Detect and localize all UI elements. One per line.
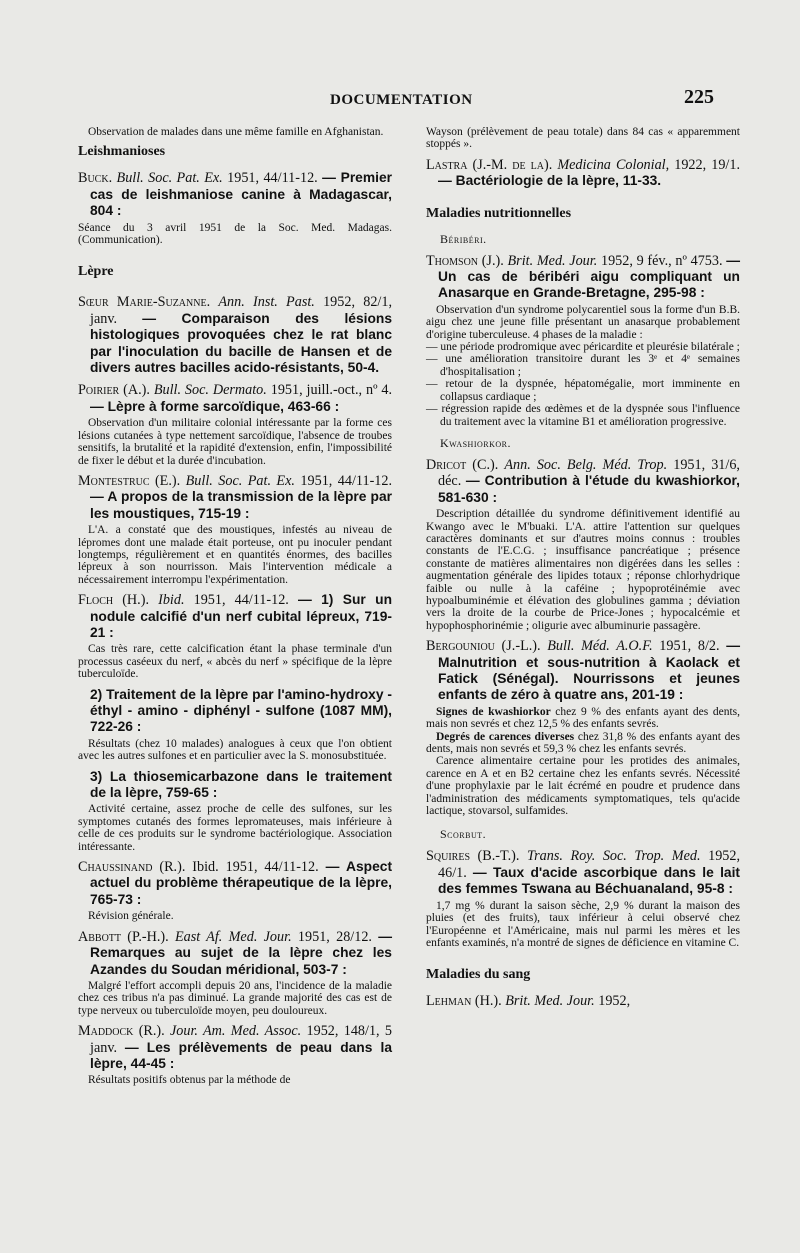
abstract: Observation d'un syndrome polycarentiel sous la forme d'un B.B. aigu chez une jeune fille présentant un anasarque probablement d'origine tuberculeuse. 4 phases de la maladie :	[426, 303, 740, 341]
citation: 1952,	[598, 993, 631, 1010]
abstract: Malgré l'effort accompli depuis 20 ans, l'incidence de la maladie chez ces tribus n'a pas diminué. La grande majorité des cas est de type nerveux ou tuberculoïde moyen, peu douloureux.	[78, 979, 392, 1017]
author: Dricot (C.).	[426, 456, 499, 473]
bullet-item: — une période prodromique avec péricardite et pleurésie bilatérale ;	[426, 341, 740, 354]
article-title: — Malnutrition et sous-nutrition à Kaolack et Fatick (Sénégal). Nourrissons et jeunes enfants de zéro à quatre ans, 201-19 :	[438, 638, 740, 703]
author: Squires (B.-T.).	[426, 848, 520, 865]
section-heading: Maladies nutritionnelles	[426, 205, 572, 221]
abstract: Observation d'un militaire colonial intéressante par la forme ces lésions cutanées à type nettement sarcoïdique, l'absence de troubes sensitifs, la brutalité et la rapidité d'extension, enfin, l'impossibilité de fixer le début et la durée d'incubation.	[78, 417, 392, 467]
sub-entry-title: 3) La thiosemicarbazone dans le traitement de la lèpre, 759-65 :	[90, 768, 392, 801]
abstract: Description détaillée du syndrome définitivement identifié au Kwango avec le M'buaki. L'A. attire l'attention sur quelques caractères dominants et sur d'autres moins connus : troubles constants de l'E.C.G. ; insuffisance pancréatique ; présence constante de matières alimentaires non digérées dans les selles : augmentation générale des lipides totaux ; réponse chlorhydrique faible ou nulle à la caféine ; hypoprotéinémie avec hypoalbuminémie et élévation des globulines gamma ; déviation vers la droite de la courbe de Price-Jones ; hypocalcémie et hypophosphorinémie ; oligurie avec albuminurie passagère.	[426, 508, 740, 632]
running-title: DOCUMENTATION	[330, 92, 473, 108]
left-column	[78, 126, 392, 1093]
citation: 1951, juill.-oct., nº 4.	[270, 382, 393, 399]
abstract: Activité certaine, assez proche de celle des sulfones, sur les symptomes cutanés des formes lepromateuses, mais inférieure à celle de ces produits sur le syndrome bactériologique. Association intéressante.	[78, 803, 392, 853]
reference-entry	[78, 1023, 392, 1072]
author: Poirier (A.).	[78, 382, 150, 399]
citation: 1952, 82/1, janv.	[90, 294, 392, 327]
article-title: — Premier cas de leishmaniose canine à Madagascar, 804 :	[90, 170, 393, 219]
article-title: — Remarques au sujet de la lèpre chez les Azandes du Soudan méridional, 503-7 :	[90, 928, 393, 977]
citation: 1951, 44/11-12.	[225, 859, 319, 876]
citation: 1951, 44/11-12.	[300, 472, 393, 489]
reference-entry	[426, 157, 740, 190]
reference-entry	[426, 253, 740, 302]
reference-entry	[78, 473, 392, 522]
citation: 1952, 9 fév., nº 4753.	[600, 252, 723, 269]
journal: Trans. Roy. Soc. Trop. Med.	[527, 848, 701, 865]
bullet-item: — retour de la dyspnée, hépatomégalie, mort imminente en collapsus cardiaque ;	[426, 378, 740, 403]
journal: Ibid.	[158, 592, 185, 609]
sub-entry-title: 2) Traitement de la lèpre par l'amino-hydroxy - éthyl - amino - diphényl - sulfone (1087 MM), 722-26 :	[90, 686, 392, 735]
abstract: Résultats positifs obtenus par la méthode de	[88, 1074, 291, 1087]
author: Sœur Marie-Suzanne.	[78, 294, 211, 311]
article-title: — Les prélèvements de peau dans la lèpre, 44-45 :	[90, 1039, 392, 1071]
abstract: Résultats (chez 10 malades) analogues à ceux que l'on obtient avec les autres sulfones et en particulier avec la S. monosubstituée.	[78, 737, 392, 763]
section-heading: Maladies du sang	[426, 967, 531, 983]
author: Abbott (P.-H.).	[78, 928, 169, 945]
two-column-body	[78, 126, 778, 1093]
article-title: — Taux d'acide ascorbique dans le lait des femmes Tswana au Béchuanaland, 95-8 :	[438, 864, 740, 897]
abstract: Degrés de carences diverses chez 31,8 % des enfants ayant des dents, mais non sevrés et 59,3 % chez les enfants sevrés.	[426, 730, 740, 756]
citation: 1922, 19/1.	[674, 156, 740, 173]
subsection-heading: Béribéri.	[440, 231, 487, 246]
section-heading: Leishmanioses	[78, 144, 166, 160]
author: Floch (H.).	[78, 592, 149, 609]
author: Lehman (H.).	[426, 993, 502, 1010]
journal: Ann. Soc. Belg. Méd. Trop.	[504, 456, 668, 473]
author: Maddock (R.).	[78, 1023, 165, 1040]
reference-entry	[78, 294, 392, 376]
journal: East Af. Med. Jour.	[174, 928, 292, 945]
journal: Bull. Soc. Pat. Ex.	[185, 472, 295, 489]
article-title: — 1) Sur un nodule calcifié d'un nerf cubital lépreux, 719-21 :	[90, 592, 393, 640]
article-title: — Bactériologie de la lèpre, 11-33.	[438, 173, 662, 189]
article-title: — Lèpre à forme sarcoïdique, 463-66 :	[90, 398, 340, 414]
reference-entry	[78, 382, 392, 415]
reference-entry	[78, 859, 392, 908]
author: Chaussinand (R.).	[78, 859, 186, 876]
citation: 1951, 8/2.	[659, 638, 720, 655]
citation: 1952, 46/1.	[438, 848, 741, 881]
abstract: Carence alimentaire certaine pour les protides des animales, carence en A et en B2 certaine chez les enfants sevrés. Nécessité d'une prophylaxie par le lait écrémé en poudre et prudence dans l'administration des médicaments symptomatiques, tels qu'acide lactique, stovarsol, sulfamides.	[426, 755, 740, 818]
reference-entry	[426, 993, 740, 1009]
reference-entry	[78, 170, 392, 219]
author: Buck.	[78, 170, 113, 187]
citation: 1951, 31/6, déc.	[438, 456, 740, 490]
reference-entry	[426, 848, 740, 897]
abstract: Signes de kwashiorkor chez 9 % des enfants ayant des dents, mais non sevrés et chez 12,5 % des enfants sevrés.	[426, 705, 740, 731]
article-title: — Contribution à l'étude du kwashiorkor, 581-630 :	[438, 473, 741, 505]
author: Bergouniou (J.-L.).	[426, 638, 541, 655]
citation: 1952, 148/1, 5 janv.	[90, 1023, 392, 1056]
journal: Ann. Inst. Past.	[218, 294, 315, 311]
reference-entry	[78, 592, 392, 641]
section-heading: Lèpre	[78, 264, 114, 280]
subsection-heading: Scorbut.	[440, 827, 487, 842]
subsection-heading: Kwashiorkor.	[440, 435, 512, 450]
journal: Brit. Med. Jour.	[507, 252, 598, 269]
article-title: — A propos de la transmission de la lèpre par les moustiques, 715-19 :	[90, 489, 392, 521]
reference-entry	[78, 929, 392, 978]
journal: Bull. Méd. A.O.F.	[547, 638, 653, 655]
abstract: Révision générale.	[88, 910, 174, 923]
journal: Jour. Am. Med. Assoc.	[170, 1023, 302, 1040]
journal: Ibid.	[192, 859, 219, 876]
abstract: Cas très rare, cette calcification étant la phase terminale d'un processus caséeux du nerf, « abcès du nerf » spécifique de la lèpre tuberculoïde.	[78, 643, 392, 681]
reference-entry	[426, 638, 740, 704]
article-title: — Aspect actuel du problème thérapeutique de la lèpre, 765-73 :	[90, 859, 393, 907]
author: Thomson (J.).	[426, 252, 504, 269]
reference-entry	[426, 457, 740, 506]
bullet-item: — régression rapide des œdèmes et de la dyspnée sous l'influence du traitement avec la vitamine B1 et amélioration progressive.	[426, 403, 740, 428]
citation: 1951, 44/11-12.	[227, 170, 318, 187]
article-title: — Un cas de béribéri aigu compliquant un Anasarque en Grande-Bretagne, 295-98 :	[438, 252, 741, 301]
citation: 1951, 28/12.	[297, 928, 372, 945]
author: Lastra (J.-M. de la).	[426, 156, 553, 173]
page-header	[0, 86, 800, 116]
page-number: 225	[684, 86, 714, 108]
article-title: — Comparaison des lésions histologiques provoquées chez le rat blanc par l'inoculation du bacille de Hansen et de divers autres bacilles acido-résistants, 50-4.	[90, 310, 392, 376]
author: Montestruc (E.).	[78, 472, 181, 489]
abstract: L'A. a constaté que des moustiques, infestés au niveau de lépromes dont une malade était porteuse, ont pu inoculer pendant longtemps, régulièrement et en quantités énormes, des bacilles lépreux à son nourrisson. Mais l'intervention médicale a nécessairement interrompu l'expérimentation.	[78, 524, 392, 586]
bullet-item: — une amélioration transitoire durant les 3ᵉ et 4ᵉ semaines d'hospitalisation ;	[426, 353, 740, 378]
continued-abstract: Wayson (prélèvement de peau totale) dans 84 cas « apparemment stoppés ».	[426, 126, 740, 151]
continued-abstract: Observation de malades dans une même famille en Afghanistan.	[88, 126, 384, 138]
journal: Brit. Med. Jour.	[505, 993, 595, 1010]
journal: Bull. Soc. Dermato.	[153, 382, 267, 399]
citation: 1951, 44/11-12.	[193, 592, 289, 609]
abstract: 1,7 mg % durant la saison sèche, 2,9 % durant la maison des pluies (et des fruits), taux inférieur à celui observé chez l'Européenne et l'Américaine, mais nul parmi les mères et les enfants examinés, n'a montré de signes de déficience en vitamine C.	[426, 899, 740, 949]
journal: Medicina Colonial,	[557, 156, 670, 173]
abstract: Séance du 3 avril 1951 de la Soc. Med. Madagas. (Communication).	[78, 221, 392, 247]
right-column	[426, 126, 740, 1093]
journal: Bull. Soc. Pat. Ex.	[116, 170, 223, 187]
